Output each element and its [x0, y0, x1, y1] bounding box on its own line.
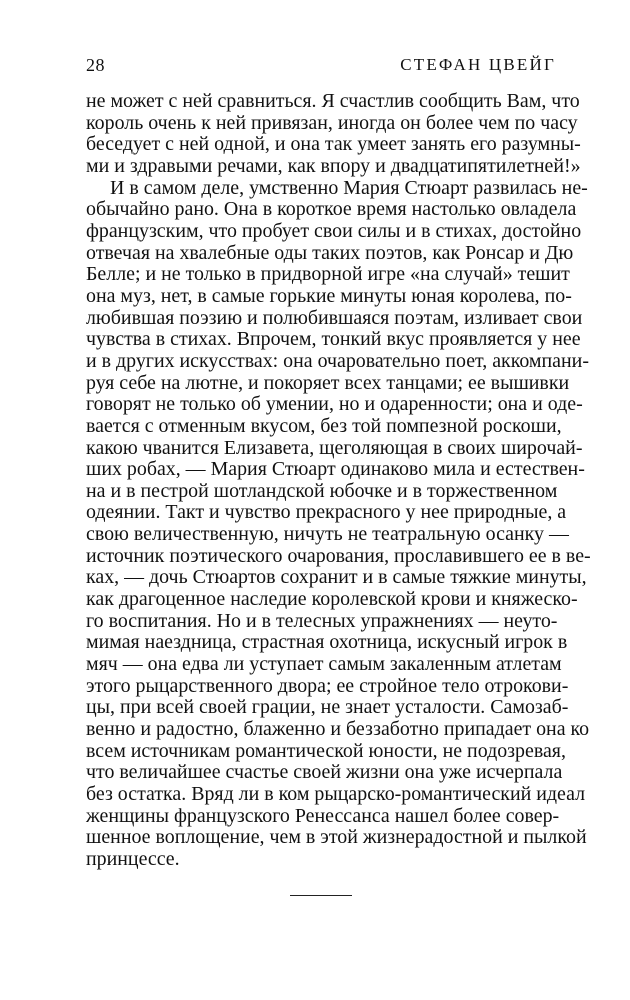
running-head-author: СТЕФАН ЦВЕЙГ [400, 55, 556, 74]
text-line: на и в пестрой шотландской юбочке и в торжественном [86, 479, 558, 502]
section-divider [290, 895, 352, 896]
text-line: цы, при всей своей грации, не знает усталости. Самозаб- [86, 696, 569, 719]
text-line: го воспитания. Но и в телесных упражнениях — неуто- [86, 609, 558, 632]
text-line: одеянии. Такт и чувство прекрасного у нее природные, а [86, 501, 567, 524]
text-line: ших робах, — Мария Стюарт одинаково мила и естествен- [86, 458, 585, 481]
text-line: какою чванится Елизавета, щеголяющая в своих широчай- [86, 436, 583, 459]
text-line: принцессе. [86, 848, 180, 870]
text-line: руя себе на лютне, и покоряет всех танцами; ее вышивки [86, 371, 570, 394]
page-number: 28 [86, 55, 105, 75]
text-line: не может с ней сравниться. Я счастлив сообщить Вам, что [86, 90, 580, 112]
text-line: Белле; и не только в придворной игре «на случай» тешит [86, 263, 570, 286]
text-line: мимая наездница, страстная охотница, искусный игрок в [86, 631, 568, 654]
text-line: источник поэтического очарования, прославившего ее в ве- [86, 544, 591, 567]
text-line: и в других искусствах: она очаровательно поет, аккомпани- [86, 349, 589, 372]
text-line: ках, — дочь Стюартов сохранит и в самые тяжкие минуты, [86, 566, 587, 589]
text-line: мяч — она едва ли уступает самым закаленным атлетам [86, 653, 562, 676]
text-line: всем источникам романтической юности, не подозревая, [86, 739, 566, 762]
text-line: И в самом деле, умственно Мария Стюарт развилась не- [110, 176, 588, 199]
text-line: этого рыцарственного двора; ее стройное тело отрокови- [86, 674, 569, 697]
text-line: беседует с ней одной, и она так умеет занять его разумны- [86, 133, 581, 156]
text-line: говорят не только об умении, но и одаренности; она и оде- [86, 393, 583, 416]
text-line: король очень к ней привязан, иногда он более чем по часу [86, 111, 578, 134]
text-line: отвечая на хвалебные оды таких поэтов, как Ронсар и Дю [86, 241, 574, 264]
text-line: чувства в стихах. Впрочем, тонкий вкус проявляется у нее [86, 328, 581, 351]
text-line: ми и здравыми речами, как впору и двадцатипятилетней!» [86, 154, 581, 177]
text-line: без остатка. Вряд ли в ком рыцарско-романтический идеал [86, 783, 586, 806]
text-line: как драгоценное наследие королевской крови и княжеско- [86, 588, 578, 611]
text-line: свою величественную, ничуть не театральную осанку — [86, 523, 569, 546]
text-line: вается с отменным вкусом, без той помпезной роскоши, [86, 414, 562, 437]
text-line: шенное воплощение, чем в этой жизнерадостной и пылкой [86, 826, 587, 849]
text-line: любившая поэзию и полюбившаяся поэтам, изливает свои [86, 306, 583, 329]
text-line: венно и радостно, блаженно и беззаботно припадает она ко [86, 718, 590, 741]
text-line: она муз, нет, в самые горькие минуты юная королева, по- [86, 284, 572, 307]
text-line: обычайно рано. Она в короткое время настолько овладела [86, 198, 577, 221]
text-line: что величайшее счастье своей жизни она уже исчерпала [86, 761, 563, 784]
text-line: женщины французского Ренессанса нашел более совер- [86, 804, 560, 827]
text-line: французским, что пробует свои силы и в стихах, достойно [86, 219, 582, 242]
